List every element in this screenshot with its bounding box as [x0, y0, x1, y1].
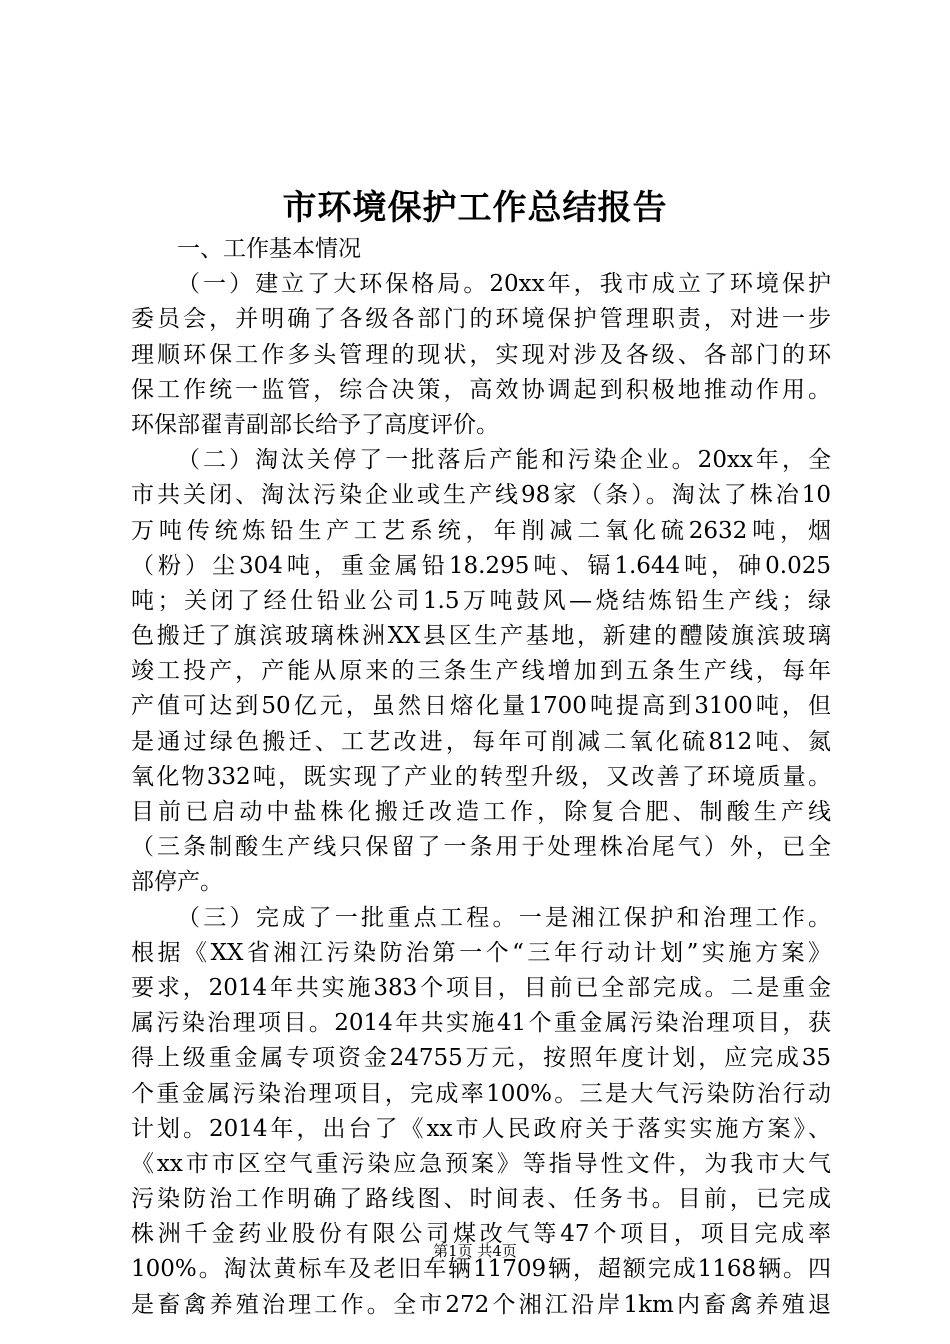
section-heading: 一、工作基本情况: [177, 236, 361, 262]
paragraph-line: （三条制酸生产线只保留了一条用于处理株冶尾气）外，已全: [131, 834, 831, 861]
paragraph-line: 要求，2014年共实施383个项目，目前已全部完成。二是重金: [131, 974, 831, 1001]
paragraph-line: 《xx市市区空气重污染应急预案》等指导性文件，为我市大气: [131, 1150, 831, 1177]
paragraph-line: 色搬迁了旗滨玻璃株洲XX县区生产基地，新建的醴陵旗滨玻璃: [131, 623, 831, 650]
paragraph-line: （一）建立了大环保格局。20xx年，我市成立了环境保护: [177, 271, 831, 298]
paragraph-line: 产值可达到50亿元，虽然日熔化量1700吨提高到3100吨，但: [131, 693, 831, 720]
paragraph-line: （二）淘汰关停了一批落后产能和污染企业。20xx年，全: [177, 447, 831, 474]
paragraph-line: 保工作统一监管，综合决策，高效协调起到积极地推动作用。: [131, 376, 831, 403]
paragraph-line: （粉）尘304吨，重金属铅18.295吨、镉1.644吨，砷0.025: [131, 552, 831, 579]
paragraph-line: 计划。2014年，出台了《xx市人民政府关于落实实施方案》、: [131, 1115, 831, 1142]
paragraph-line: 吨；关闭了经仕铅业公司1.5万吨鼓风—烧结炼铅生产线；绿: [131, 587, 831, 614]
paragraph-line: 根据《XX省湘江污染防治第一个“三年行动计划”实施方案》: [131, 939, 831, 966]
paragraph-line: 市共关闭、淘汰污染企业或生产线98家（条）。淘汰了株冶10: [131, 482, 831, 509]
paragraph-line: 株洲千金药业股份有限公司煤改气等47个项目，项目完成率: [131, 1221, 831, 1248]
paragraph-line: 氧化物332吨，既实现了产业的转型升级，又改善了环境质量。: [131, 763, 831, 790]
paragraph-line: 环保部翟青副部长给予了高度评价。: [131, 411, 499, 438]
paragraph-line: 属污染治理项目。2014年共实施41个重金属污染治理项目，获: [131, 1010, 831, 1037]
document-title: 市环境保护工作总结报告: [282, 188, 668, 228]
paragraph-line: 竣工投产，产能从原来的三条生产线增加到五条生产线，每年: [131, 658, 831, 685]
paragraph-line: 万吨传统炼铅生产工艺系统，年削减二氧化硫2632吨，烟: [131, 517, 831, 544]
paragraph-line: 得上级重金属专项资金24755万元，按照年度计划，应完成35: [131, 1045, 831, 1072]
document-body: [131, 232, 831, 1323]
paragraph-line: 是通过绿色搬迁、工艺改进，每年可削减二氧化硫812吨、氮: [131, 728, 831, 755]
paragraph-line: 部停产。: [131, 869, 223, 896]
paragraph-line: 理顺环保工作多头管理的现状，实现对涉及各级、各部门的环: [131, 341, 831, 368]
paragraph-line: 是畜禽养殖治理工作。全市272个湘江沿岸1km内畜禽养殖退: [131, 1291, 831, 1318]
paragraph-line: 委员会，并明确了各级各部门的环境保护管理职责，对进一步: [131, 306, 831, 333]
paragraph-line: 污染防治工作明确了路线图、时间表、任务书。目前，已完成: [131, 1186, 831, 1213]
page-footer: 第1页 共4页: [433, 1242, 517, 1260]
paragraph-line: 目前已启动中盐株化搬迁改造工作，除复合肥、制酸生产线: [131, 799, 831, 825]
paragraph-line: 100%。淘汰黄标车及老旧车辆11709辆，超额完成1168辆。四: [131, 1256, 831, 1283]
paragraph-line: （三）完成了一批重点工程。一是湘江保护和治理工作。: [177, 904, 831, 931]
paragraph-line: 个重金属污染治理项目，完成率100%。三是大气污染防治行动: [131, 1080, 831, 1107]
